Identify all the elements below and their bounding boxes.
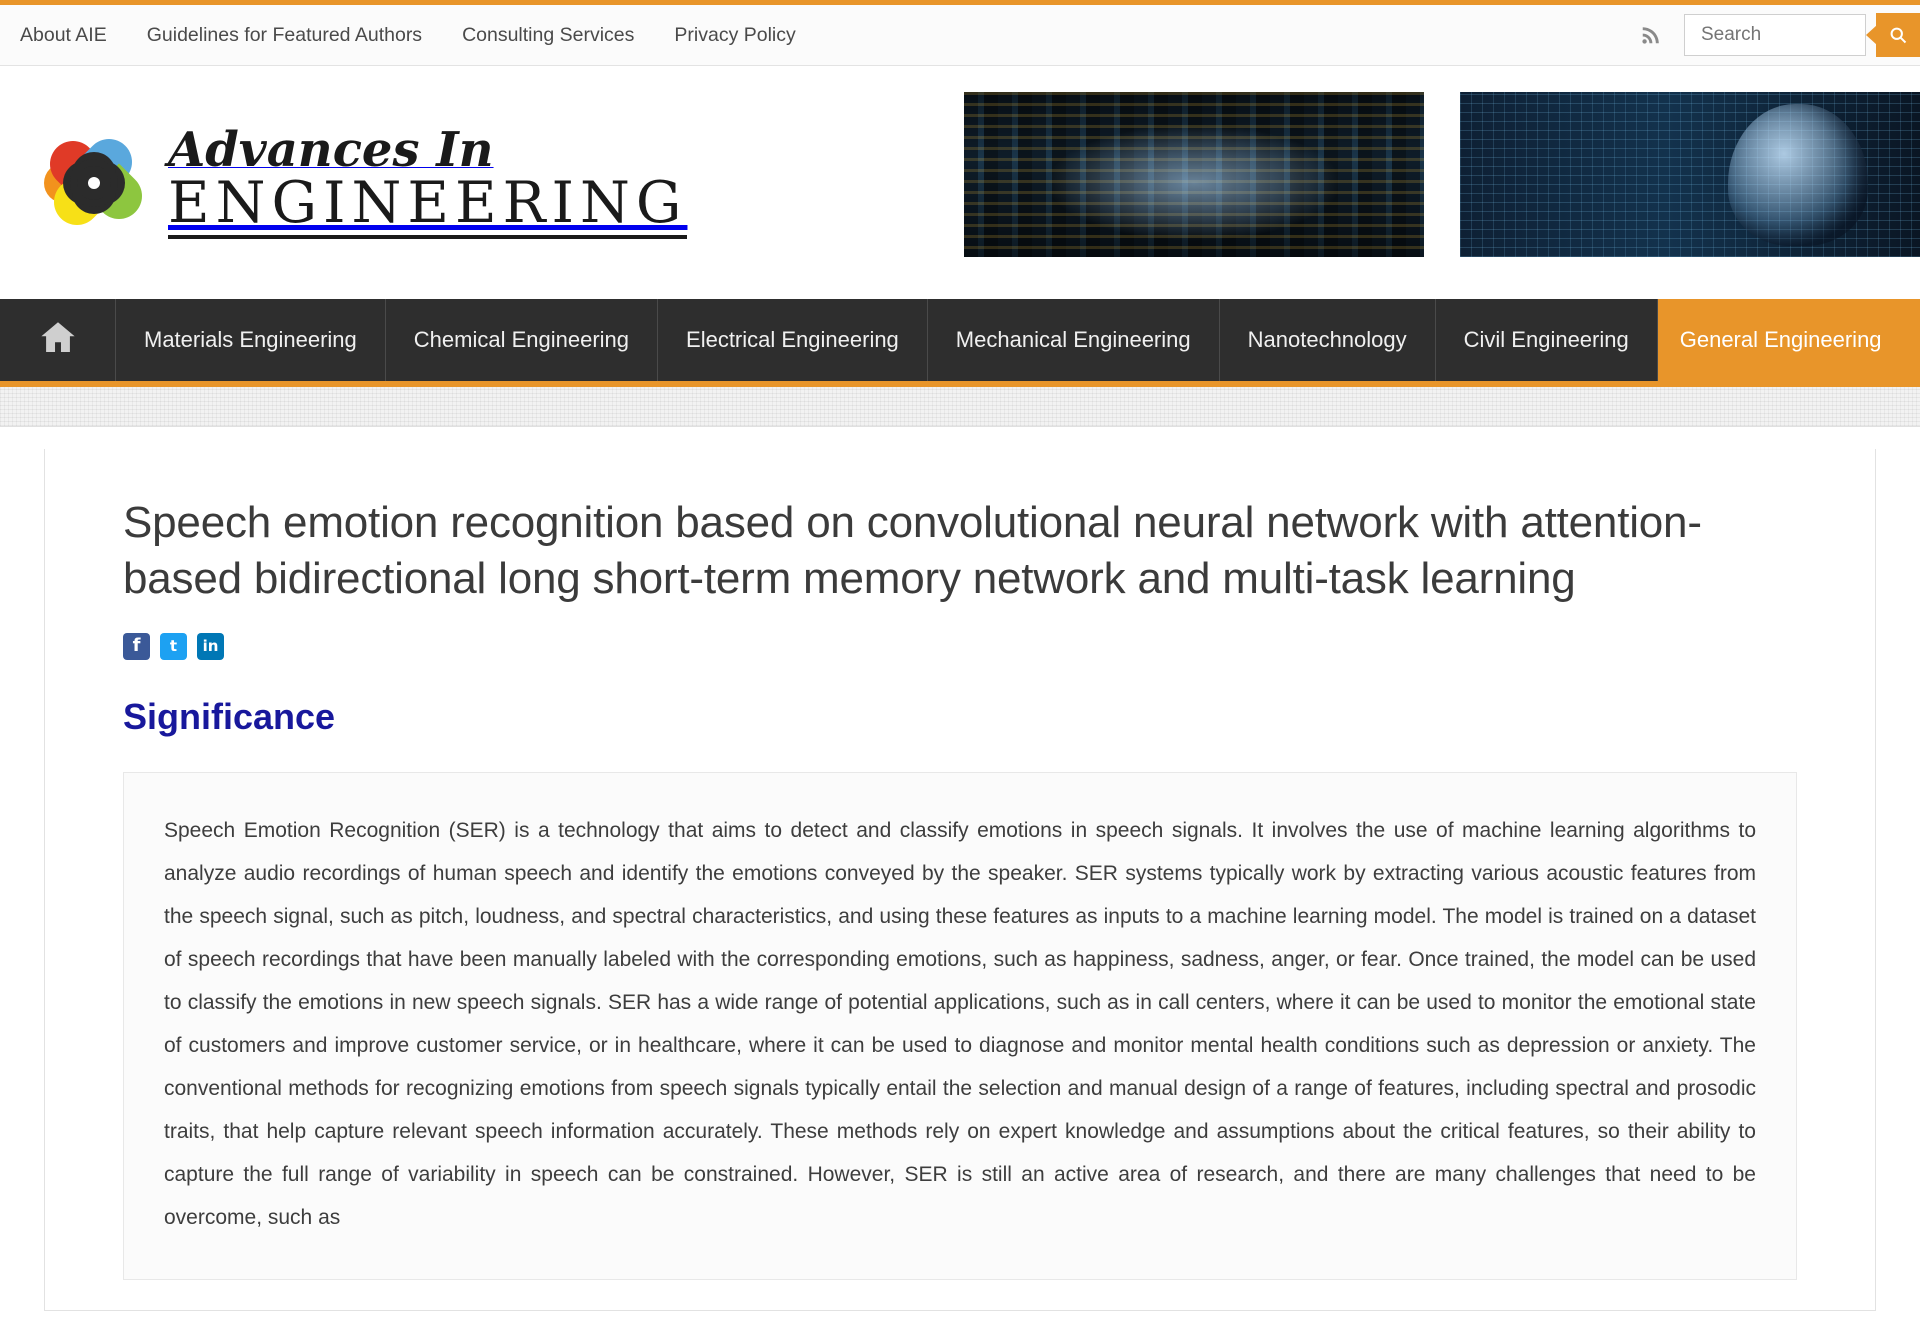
search-input-wrapper[interactable] bbox=[1684, 14, 1866, 56]
site-masthead bbox=[0, 66, 1920, 299]
utility-nav bbox=[16, 24, 816, 47]
significance-block bbox=[123, 772, 1797, 1280]
topnav-item-guidelines[interactable]: Guidelines for Featured Authors bbox=[146, 23, 423, 46]
gear-flower-logo-icon bbox=[42, 133, 154, 233]
nav-item-nanotechnology[interactable]: Nanotechnology bbox=[1220, 299, 1436, 381]
nav-item-general-engineering[interactable]: General Engineering bbox=[1658, 299, 1920, 381]
home-icon bbox=[37, 317, 79, 364]
linkedin-share-icon[interactable]: in bbox=[197, 633, 224, 660]
section-heading-significance: Significance bbox=[123, 695, 336, 737]
utility-topbar bbox=[0, 0, 1920, 66]
topnav-item-about[interactable]: About AIE bbox=[20, 23, 107, 46]
twitter-share-icon[interactable]: t bbox=[160, 633, 187, 660]
nav-item-materials-engineering[interactable]: Materials Engineering bbox=[116, 299, 386, 381]
social-share-row bbox=[123, 633, 1797, 660]
page-title: Speech emotion recognition based on convolutional neural network with attention-based bidirectional long short-term memory network and multi-task learning bbox=[123, 498, 1702, 603]
logo-text bbox=[168, 121, 688, 240]
article-card bbox=[44, 449, 1876, 1311]
banner-datacenter-image bbox=[964, 92, 1424, 257]
logo-line-engineering: ENGINEERING bbox=[168, 174, 687, 240]
rss-icon[interactable] bbox=[1636, 20, 1666, 50]
topnav-item-consulting[interactable]: Consulting Services bbox=[462, 23, 635, 46]
main-navigation bbox=[0, 299, 1920, 387]
nav-item-chemical-engineering[interactable]: Chemical Engineering bbox=[386, 299, 658, 381]
nav-item-civil-engineering[interactable]: Civil Engineering bbox=[1436, 299, 1658, 381]
search-input[interactable] bbox=[1699, 23, 1865, 47]
nav-item-mechanical-engineering[interactable]: Mechanical Engineering bbox=[928, 299, 1220, 381]
banner-ai-head-image bbox=[1460, 92, 1920, 257]
nav-item-home[interactable] bbox=[0, 299, 116, 381]
nav-item-electrical-engineering[interactable]: Electrical Engineering bbox=[658, 299, 928, 381]
topnav-item-privacy[interactable]: Privacy Policy bbox=[674, 23, 796, 46]
facebook-share-icon[interactable]: f bbox=[123, 633, 150, 660]
significance-paragraph: Speech Emotion Recognition (SER) is a technology that aims to detect and classify emotions in speech signals. It involves the use of machine learning algorithms to analyze audio recordings of human speech and identify the emotions conveyed by the speaker. SER systems typically work by extracting various acoustic features from the speech signal, such as pitch, loudness, and spectral characteristics, and using these features as inputs to a machine learning model. The model is trained on a dataset of speech recordings that have been manually labeled with the corresponding emotions, such as happiness, sadness, anger, or fear. Once trained, the model can be used to classify the emotions in new speech signals. SER has a wide range of potential applications, such as in call centers, where it can be used to monitor the emotional state of customers and improve customer service, or in healthcare, where it can be used to diagnose and monitor mental health conditions such as depression or anxiety. The conventional methods for recognizing emotions from speech signals typically entail the selection and manual design of a range of features, including spectral and prosodic traits, that help capture relevant speech information accurately. These methods rely on expert knowledge and assumptions about the critical features, so their ability to capture the full range of variability in speech can be constrained. However, SER is still an active area of research, and there are many challenges that need to be overcome, such as bbox=[164, 818, 1756, 1230]
logo-line-advances-in: Advances In bbox=[168, 121, 494, 178]
search-button[interactable] bbox=[1876, 13, 1920, 57]
page-content-wrapper bbox=[0, 427, 1920, 1311]
decorative-texture-strip bbox=[0, 387, 1920, 427]
topbar-right-group bbox=[1636, 5, 1920, 65]
masthead-banner-images bbox=[964, 92, 1920, 257]
site-logo[interactable] bbox=[42, 121, 688, 240]
